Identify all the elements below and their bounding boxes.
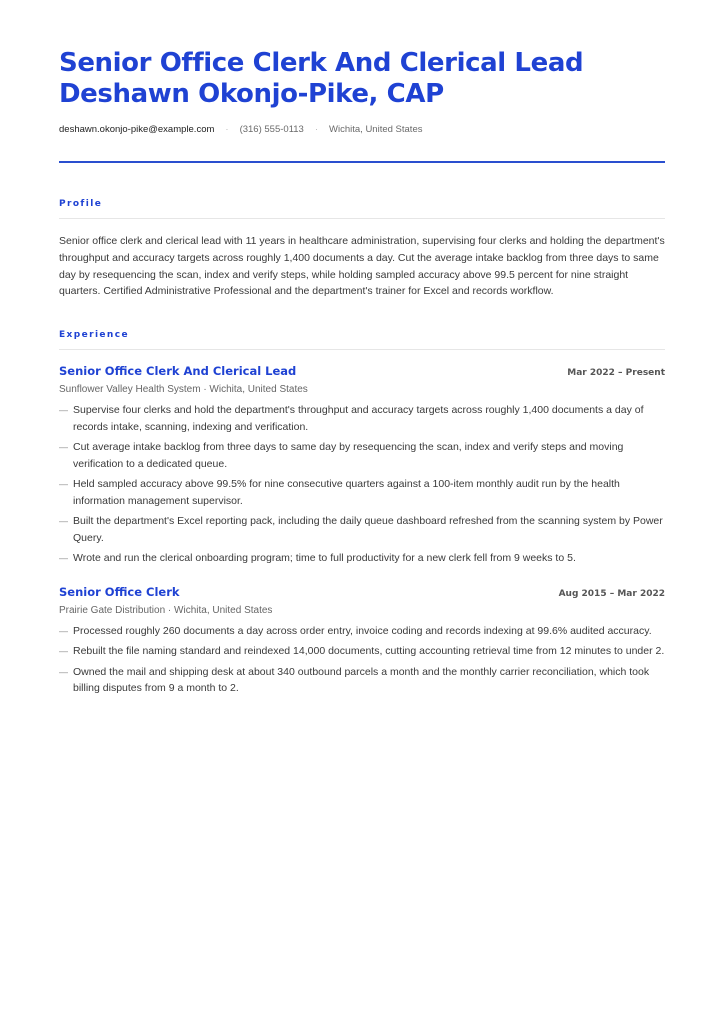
job-bullet: — Held sampled accuracy above 99.5% for nine consecutive quarters against a 100-item monthly audit run by the health information management supervisor. [59, 476, 665, 509]
email-address: deshawn.okonjo-pike@example.com [59, 124, 215, 135]
job-bullet: — Owned the mail and shipping desk at about 340 outbound parcels a month and the monthly carrier reconciliation, which took billing disputes from 9 a month to 2. [59, 664, 665, 697]
contact-separator: · [225, 124, 229, 135]
phone-number: (316) 555-0113 [239, 124, 304, 135]
job-entry [59, 364, 665, 567]
experience-heading: Experience [59, 330, 129, 341]
job-bullet: — Wrote and run the clerical onboarding program; time to full productivity for a new clerk fell from 9 weeks to 5. [59, 550, 665, 567]
job-bullet: — Supervise four clerks and hold the department's throughput and accuracy targets across roughly 1,400 documents a day of records intake, scanning, indexing and verification. [59, 402, 665, 435]
header-divider [59, 161, 665, 163]
job-bullet: — Cut average intake backlog from three days to same day by resequencing the scan, index and verify steps and moving verification to a dedicated queue. [59, 439, 665, 472]
contact-separator: · [314, 124, 319, 135]
job-bullet: — Rebuilt the file naming standard and reindexed 14,000 documents, cutting accounting retrieval time from 12 minutes to under 2. [59, 643, 665, 660]
profile-summary: Senior office clerk and clerical lead with 11 years in healthcare administration, supervising four clerks and holding the department's throughput and accuracy targets across roughly 1,400 documents a day. Cut the average intake backlog from three days to same day by resequencing the scan, index and verify steps, while holding sampled accuracy above 99.5 percent for nine straight quarters. Certified Administrative Professional and the department's trainer for Excel and records workflow. [59, 235, 665, 298]
job-organization: Prairie Gate Distribution · Wichita, United States [59, 604, 273, 616]
job-dates: Mar 2022 – Present [567, 368, 665, 379]
job-bullet: — Processed roughly 260 documents a day across order entry, invoice coding and records indexing at 99.6% audited accuracy. [59, 623, 665, 640]
location: Wichita, United States [329, 124, 423, 135]
job-bullets [59, 623, 665, 697]
job-title: Senior Office Clerk And Clerical Lead [59, 364, 297, 379]
job-header [59, 585, 665, 599]
contact-line [59, 124, 665, 135]
experience-divider [59, 349, 665, 350]
profile-heading: Profile [59, 199, 103, 209]
resume-title [59, 48, 665, 110]
candidate-name: Deshawn Okonjo-Pike, CAP [59, 79, 444, 109]
profile-divider [59, 218, 665, 219]
job-bullet: — Built the department's Excel reporting pack, including the daily queue dashboard refreshed from the scanning system by Power Query. [59, 513, 665, 546]
job-bullets [59, 402, 665, 567]
job-organization: Sunflower Valley Health System · Wichita, United States [59, 384, 308, 396]
job-title-headline: Senior Office Clerk And Clerical Lead [59, 48, 584, 78]
job-title: Senior Office Clerk [59, 584, 180, 599]
job-header [59, 364, 665, 378]
job-entry [59, 585, 665, 697]
job-dates: Aug 2015 – Mar 2022 [558, 588, 665, 599]
